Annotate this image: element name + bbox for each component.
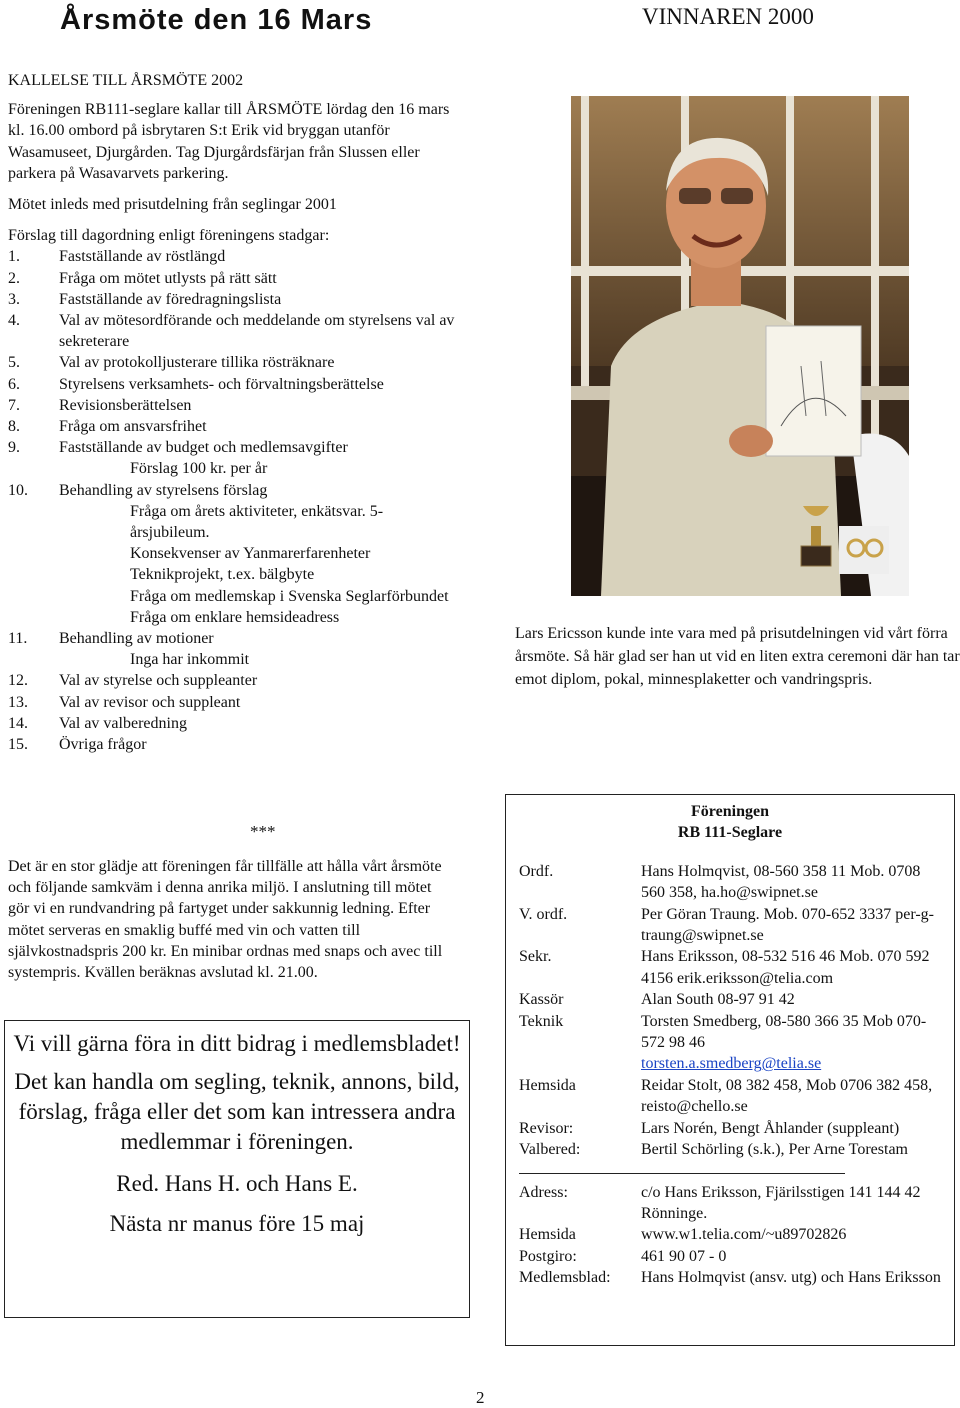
club-title-line-1: Föreningen (691, 803, 769, 820)
agenda-item-text: Val av protokolljusterare tillika rösträknare (59, 354, 335, 372)
agenda-sub-item: Fråga om årets aktiviteter, enkätsvar. 5-årsjubileum. (130, 502, 384, 542)
board-role-row (519, 861, 946, 904)
agenda-item-text: Behandling av motioner (59, 630, 214, 648)
role-value (641, 1118, 946, 1139)
info-label: Medlemsblad: (519, 1269, 611, 1287)
role-label: Ordf. (519, 862, 554, 880)
role-label: Revisor: (519, 1119, 574, 1137)
agenda-heading: Förslag till dagordning enligt föreningens stadgar: (8, 227, 330, 245)
page-number: 2 (476, 1388, 485, 1407)
agenda-item (8, 374, 458, 395)
agenda-sub-item: Fråga om enklare hemsideadress (130, 608, 340, 626)
agenda-item (8, 713, 458, 734)
club-title-line-2: RB 111-Seglare (677, 824, 783, 842)
agenda-sub-item: Inga har inkommit (130, 651, 250, 669)
agenda-item (8, 437, 458, 458)
agenda-item (8, 395, 458, 416)
board-role-row (519, 989, 946, 1010)
agenda-item-text: Fråga om ansvarsfrihet (59, 418, 207, 436)
role-value (641, 989, 946, 1010)
agenda-item-number: 8. (8, 418, 20, 436)
role-value (641, 1075, 946, 1118)
contribution-deadline: Nästa nr manus före 15 maj (109, 1211, 365, 1236)
board-roles (519, 861, 946, 1161)
agenda-item-number: 14. (8, 714, 28, 732)
agenda-item-number: 5. (8, 354, 20, 372)
agenda-item (8, 692, 458, 713)
agenda-item (8, 268, 458, 289)
separator-stars: *** (250, 822, 276, 841)
agenda-list (8, 246, 458, 755)
info-value: c/o Hans Eriksson, Fjärilsstigen 141 144 42 Rönninge. (641, 1183, 921, 1222)
role-value-text: Bertil Schörling (s.k.), Per Arne Torestam (641, 1141, 908, 1159)
role-label: Teknik (519, 1012, 564, 1030)
agenda-item (8, 352, 458, 373)
agenda-item-number: 4. (8, 312, 20, 330)
agenda-item (8, 628, 458, 649)
info-value: Hans Holmqvist (ansv. utg) och Hans Eriksson (641, 1269, 941, 1287)
divider (519, 1173, 845, 1174)
agenda-item-text: Val av mötesordförande och meddelande om styrelsens val av sekreterare (59, 312, 455, 351)
info-value: www.w1.telia.com/~u89702826 (641, 1226, 847, 1244)
agenda-sub-item: Teknikprojekt, t.ex. bälgbyte (130, 566, 315, 584)
agenda-item-number: 6. (8, 375, 20, 393)
winner-photo (571, 96, 909, 596)
info-row (519, 1224, 946, 1245)
contribution-line-1: Vi vill gärna föra in ditt bidrag i medlemsbladet! (13, 1031, 461, 1056)
role-value (641, 904, 946, 947)
role-label: V. ordf. (519, 905, 568, 923)
agenda-item-number: 15. (8, 736, 28, 754)
role-value-text: Lars Norén, Bengt Åhlander (suppleant) (641, 1119, 900, 1137)
agenda-item-number: 11. (8, 630, 28, 648)
teknik-email-link[interactable]: torsten.a.smedberg@telia.se (641, 1055, 822, 1073)
page-title: Årsmöte den 16 Mars (60, 4, 373, 36)
info-label: Hemsida (519, 1226, 576, 1244)
agenda-item (8, 310, 458, 352)
agenda-item-text: Styrelsens verksamhets- och förvaltningsberättelse (59, 375, 384, 393)
agenda-item-number: 1. (8, 248, 20, 266)
club-contact-info (519, 1182, 946, 1289)
agenda-item-text: Revisionsberättelsen (59, 396, 192, 414)
board-role-row (519, 1118, 946, 1139)
info-row (519, 1182, 946, 1225)
role-value (641, 861, 946, 904)
agenda-sub-item: Förslag 100 kr. per år (130, 460, 268, 478)
agenda-item-text: Behandling av styrelsens förslag (59, 481, 268, 499)
agenda-item (8, 734, 458, 755)
board-role-row (519, 904, 946, 947)
agenda-item-text: Övriga frågor (59, 736, 147, 754)
role-label: Valbered: (519, 1141, 581, 1159)
role-value-text: Torsten Smedberg, 08-580 366 35 Mob 070-572 98 46 (641, 1012, 927, 1052)
info-row (519, 1267, 946, 1288)
closing-paragraph: Det är en stor glädje att föreningen får tillfälle att hålla vårt årsmöte och följande samkväm i denna anrika miljö. I anslutning till mötet gör vi en rundvandring på fartyget under sakkunnig ledning. Efter mötet serveras en smaklig buffé med vin och vatten till självkostnadspris 200 kr. En minibar ordnas med snaps och avec till systempris. Kvällen beräknas avslutad kl. 21.00. (8, 858, 443, 982)
club-info-box (505, 794, 955, 1346)
role-value-text: Hans Eriksson, 08-532 516 46 Mob. 070 592 4156 erik.eriksson@telia.com (641, 948, 930, 987)
agenda-item-number: 2. (8, 269, 20, 287)
meeting-intro: Föreningen RB111-seglare kallar till ÅRSMÖTE lördag den 16 mars kl. 16.00 ombord på isbrytaren S:t Erik vid bryggan utanför Wasamuseet, Djurgården. Tag Djurgårdsfärjan från Slussen eller parkera på Wasavarvets parkering. (8, 101, 450, 182)
agenda-item-number: 13. (8, 693, 28, 711)
role-label: Sekr. (519, 948, 552, 966)
agenda-item-text: Val av styrelse och suppleanter (59, 672, 258, 690)
agenda-item (8, 480, 458, 501)
contribution-editors: Red. Hans H. och Hans E. (116, 1171, 358, 1196)
agenda-item (8, 289, 458, 310)
role-value-text: Per Göran Traung. Mob. 070-652 3337 per-g-traung@swipnet.se (641, 905, 934, 945)
info-value: 461 90 07 - 0 (641, 1247, 727, 1265)
kallelse-heading: KALLELSE TILL ÅRSMÖTE 2002 (8, 72, 244, 89)
agenda-item-number: 3. (8, 290, 20, 308)
role-label: Hemsida (519, 1076, 576, 1094)
board-role-row (519, 1011, 946, 1075)
agenda-item-text: Fastställande av budget och medlemsavgifter (59, 439, 348, 457)
photo-caption: Lars Ericsson kunde inte vara med på prisutdelningen vid vårt förra årsmöte. Så här glad ser han ut vid en liten extra ceremoni där han tar emot diplom, pokal, minnesplaketter och vandringspris. (515, 625, 960, 688)
board-role-row (519, 1075, 946, 1118)
agenda-item-number: 12. (8, 672, 28, 690)
board-role-row (519, 946, 946, 989)
role-value (641, 1011, 946, 1075)
agenda-sub-item: Fråga om medlemskap i Svenska Seglarförbundet (130, 587, 449, 605)
agenda-item-text: Fråga om mötet utlysts på rätt sätt (59, 269, 277, 287)
agenda-item (8, 416, 458, 437)
agenda-item-text: Val av valberedning (59, 714, 187, 732)
agenda-item-text: Fastställande av röstlängd (59, 248, 226, 266)
contribution-line-2: Det kan handla om segling, teknik, annons, bild, förslag, fråga eller det som kan intressera andra medlemmar i föreningen. (14, 1069, 460, 1154)
role-value (641, 946, 946, 989)
contribution-box (4, 1020, 470, 1318)
agenda-sub-item: Konsekvenser av Yanmarerfarenheter (130, 545, 371, 563)
vinnaren-heading: VINNAREN 2000 (642, 4, 814, 29)
agenda-item-number: 9. (8, 439, 20, 457)
agenda-item-number: 7. (8, 396, 20, 414)
agenda-item (8, 670, 458, 691)
agenda-item-number: 10. (8, 481, 28, 499)
info-label: Adress: (519, 1183, 568, 1201)
kallelse-section (8, 70, 458, 755)
role-value-text: Reidar Stolt, 08 382 458, Mob 0706 382 458, reisto@chello.se (641, 1076, 933, 1116)
info-label: Postgiro: (519, 1247, 577, 1265)
board-role-row (519, 1139, 946, 1160)
role-value-text: Alan South 08-97 91 42 (641, 991, 795, 1009)
role-value-text: Hans Holmqvist, 08-560 358 11 Mob. 0708 560 358, ha.ho@swipnet.se (641, 862, 921, 902)
agenda-item-text: Fastställande av föredragningslista (59, 290, 282, 308)
prisutdelning-note: Mötet inleds med prisutdelning från seglingar 2001 (8, 196, 337, 214)
info-row (519, 1246, 946, 1267)
role-label: Kassör (519, 991, 564, 1009)
club-title (506, 801, 954, 844)
role-value (641, 1139, 946, 1160)
agenda-item-text: Val av revisor och suppleant (59, 693, 241, 711)
agenda-item (8, 246, 458, 267)
